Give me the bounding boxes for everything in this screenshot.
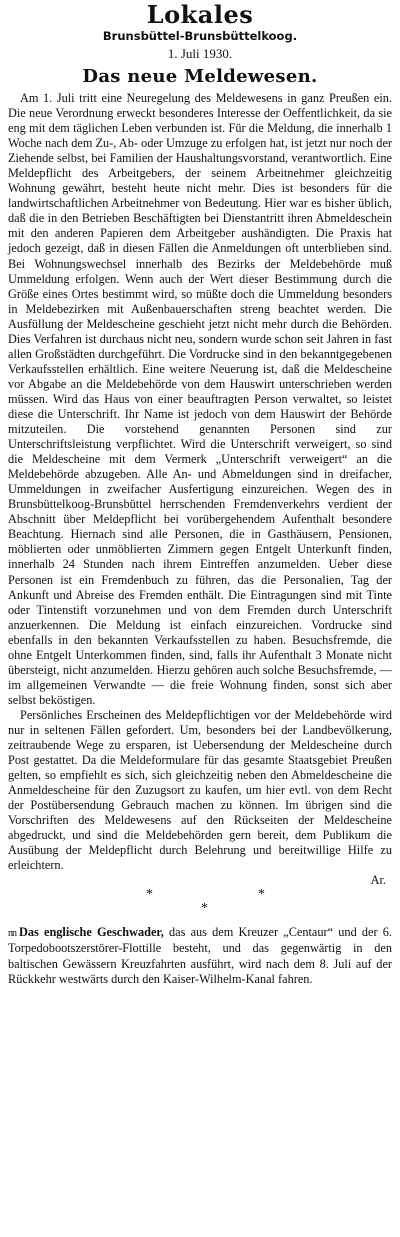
- news-text: das aus dem Kreuzer „Centaur“ und der 6. Torpedobootszerstörer-Flottille besteht, und das gegenwärtig in den baltischen Gewässern Kreuzfahrten ausführt, wird nach dem 8. Juli auf der Rückkehr westwärts durch den Kaiser-Wilhelm-Kanal fahren.: [8, 925, 392, 986]
- separator-asterisk: *: [258, 887, 265, 903]
- article-headline: Das neue Meldewesen.: [82, 66, 318, 87]
- issue-date: 1. Juli 1930.: [167, 46, 233, 61]
- article-author: Ar.: [370, 873, 386, 888]
- separator-asterisk: *: [146, 887, 153, 903]
- section-title: Lokales: [146, 0, 254, 29]
- news-item: [8, 925, 392, 986]
- section-separator: [8, 887, 392, 917]
- article-paragraph: Am 1. Juli tritt eine Neuregelung des Meldewesens in ganz Preußen ein. Die neue Verordnung erweckt besonderes Interesse der Oeffentlichkeit, da sie eng mit dem täglichen Leben verbunden ist. Für die Meldung, die innerhalb 1 Woche nach dem Zu-, Ab- oder Umzuge zu erfolgen hat, ist jetzt nur noch der Ziehende selbst, bei Familien der Haushaltungsvorstand, verantwortlich. Eine Meldepflicht des Arbeitgebers, der seinem Arbeitnehmer gleichzeitig Wohnung gewährt, besteht heute nicht mehr. Dies ist besonders für die landwirtschaftlichen Arbeitnehmer von Bedeutung. Hier war es bisher üblich, daß die in den Betrieben Beschäftigten bei Dienstantritt ihren Abmeldeschein mit den anderen Papieren dem Arbeitgeber aushändigten. Die Praxis hat jedoch gezeigt, daß in diesen Fällen die Anmeldungen oft unterblieben sind. Bei Wohnungswechsel innerhalb des Bezirks der Meldebehörde muß Ummeldung erfolgen. Wenn auch der Wert dieser Bestimmung durch die Größe eines Ortes bestimmt wird, so müßte doch die Ummeldung besonders in Meldebezirken mit Außenbauerschaften streng beachtet werden. Die Ausfüllung der Meldescheine geschieht jetzt nicht mehr durch die Behörden. Dies Verfahren ist durchaus nicht neu, sondern wurde schon seit Jahren in fast allen Großstädten durchgeführt. Die Vordrucke sind in den bekanntgegebenen Verkaufsstellen erhältlich. Eine weitere Neuerung ist, daß die Meldescheine vor Abgabe an die Meldebehörde von dem Hauswirt unterschrieben werden müssen. Wird das Haus von einer beauftragten Person verwaltet, so leistet diese die Unterschrift. Ihr Name ist jedoch von dem Hauswirt der Behörde mitzuteilen. Die vorstehend genannten Personen sind zur Unterschriftsleistung verpflichtet. Wird die Unterschrift verweigert, so sind die Meldescheine mit dem Vermerk „Unterschrift verweigert“ an die Meldebehörde abzugeben. Alle An- und Abmeldungen sind in dreifacher, Ummeldungen in zweifacher Ausfertigung einzureichen. Wegen des in Brunsbüttelkoog-Brunsbüttel herrschenden Fremdenverkehrs verdient der Abschnitt über Meldepflicht bei vorübergehendem Aufenthalt besondere Beachtung. Hiernach sind alle Personen, die in Gasthäusern, Pensionen, möblierten oder unmöblierten Zimmern gegen Entgelt Unterkunft finden, innerhalb 24 Stunden nach ihrem Eintreffen anzumelden. Ueber diese Personen ist ein Fremdenbuch zu führen, das die Personalien, Tag der Ankunft und Abreise des Fremden enthält. Die Eintragungen sind mit Tinte oder Tintenstift vorzunehmen und von dem Fremden durch Unterschrift anzuerkennen. Die Meldung ist einfach einzureichen. Vordrucke sind ebenfalls in den bekannten Verkaufsstellen zu haben. Besuchsfremde, die ohne Entgelt Unterkommen finden, sind, falls ihr Aufenthalt 3 Monate nicht übersteigt, nicht anzumelden. Hierzu gehören auch solche Besuchsfremde, — im allgemeinen Verwandte — die freie Wohnung finden, sonst sich aber selbst beköstigen.: [8, 91, 392, 707]
- article-body: [8, 91, 392, 873]
- separator-asterisk: *: [201, 901, 208, 917]
- news-lead: Das englische Geschwader,: [19, 925, 164, 940]
- dateline: Brunsbüttel-Brunsbüttelkoog.: [102, 29, 298, 43]
- news-mark: nn: [8, 928, 16, 940]
- article-paragraph: Persönliches Erscheinen des Meldepflichtigen vor der Meldebehörde wird nur in seltenen Fällen gefordert. Um, besonders bei der Landbevölkerung, zeitraubende Wege zu ersparen, ist Uebersendung der Meldescheine durch Post gestattet. Da die Meldeformulare für das gesamte Staatsgebiet Preußen gelten, so empfiehlt es sich, sich gleichzeitig neben den Abmeldescheine die Anmeldescheine für den Zuzugsort zu kaufen, um hier evtl. von dem Recht der Postübersendung Gebrauch machen zu können. Im übrigen sind die Vorschriften des Meldewesens auf den Rückseiten der Meldescheine abgedruckt, und sind die Meldebehörden gern bereit, dem Publikum die Ausübung der Meldepflicht durch Belehrung und bereitwillige Hilfe zu erleichtern.: [8, 707, 392, 873]
